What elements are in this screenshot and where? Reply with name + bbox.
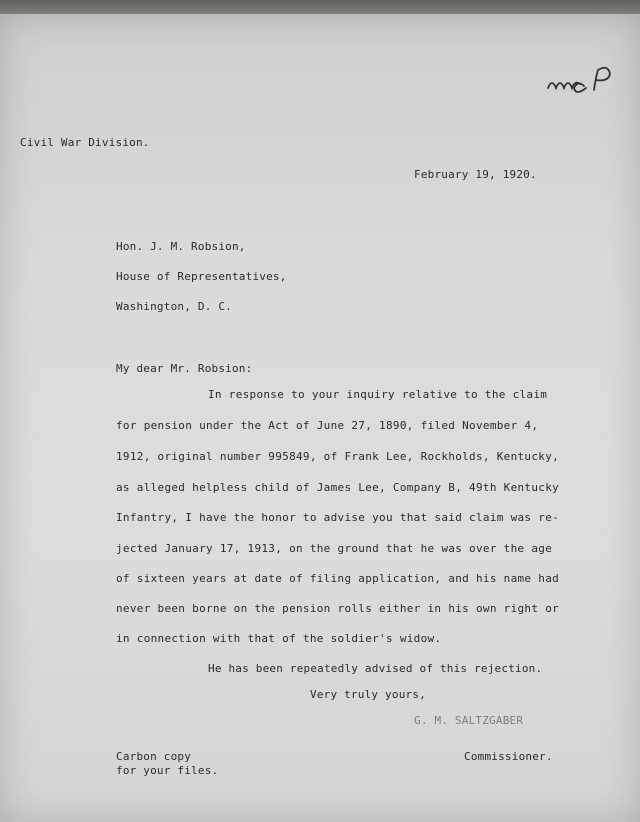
address-line-1: Hon. J. M. Robsion, [116, 240, 246, 253]
carbon-copy-line-1: Carbon copy [116, 750, 192, 763]
handwritten-initials-icon [544, 60, 634, 100]
body-line: for pension under the Act of June 27, 1890, filed November 4, [116, 419, 539, 432]
salutation: My dear Mr. Robsion: [116, 362, 253, 375]
closing: Very truly yours, [310, 688, 426, 701]
body-line: jected January 17, 1913, on the ground that he was over the age [116, 542, 553, 555]
address-line-2: House of Representatives, [116, 270, 287, 283]
carbon-copy-line-2: for your files. [116, 764, 219, 777]
body-line: never been borne on the pension rolls either in his own right or [116, 602, 560, 615]
division-heading: Civil War Division. [20, 136, 150, 149]
letter-page [0, 14, 640, 822]
body-line: as alleged helpless child of James Lee, Company B, 49th Kentucky [116, 481, 560, 494]
address-line-3: Washington, D. C. [116, 300, 232, 313]
body-line: in connection with that of the soldier's widow. [116, 632, 442, 645]
letter-date: February 19, 1920. [414, 168, 537, 181]
rejection-note: He has been repeatedly advised of this rejection. [208, 662, 543, 675]
body-line: 1912, original number 995849, of Frank Lee, Rockholds, Kentucky, [116, 450, 560, 463]
signature-title: Commissioner. [464, 750, 553, 763]
body-line: Infantry, I have the honor to advise you that said claim was re- [116, 511, 560, 524]
body-line: In response to your inquiry relative to the claim [208, 388, 548, 401]
signature-name: G. M. SALTZGABER [414, 714, 524, 727]
body-line: of sixteen years at date of filing application, and his name had [116, 572, 560, 585]
